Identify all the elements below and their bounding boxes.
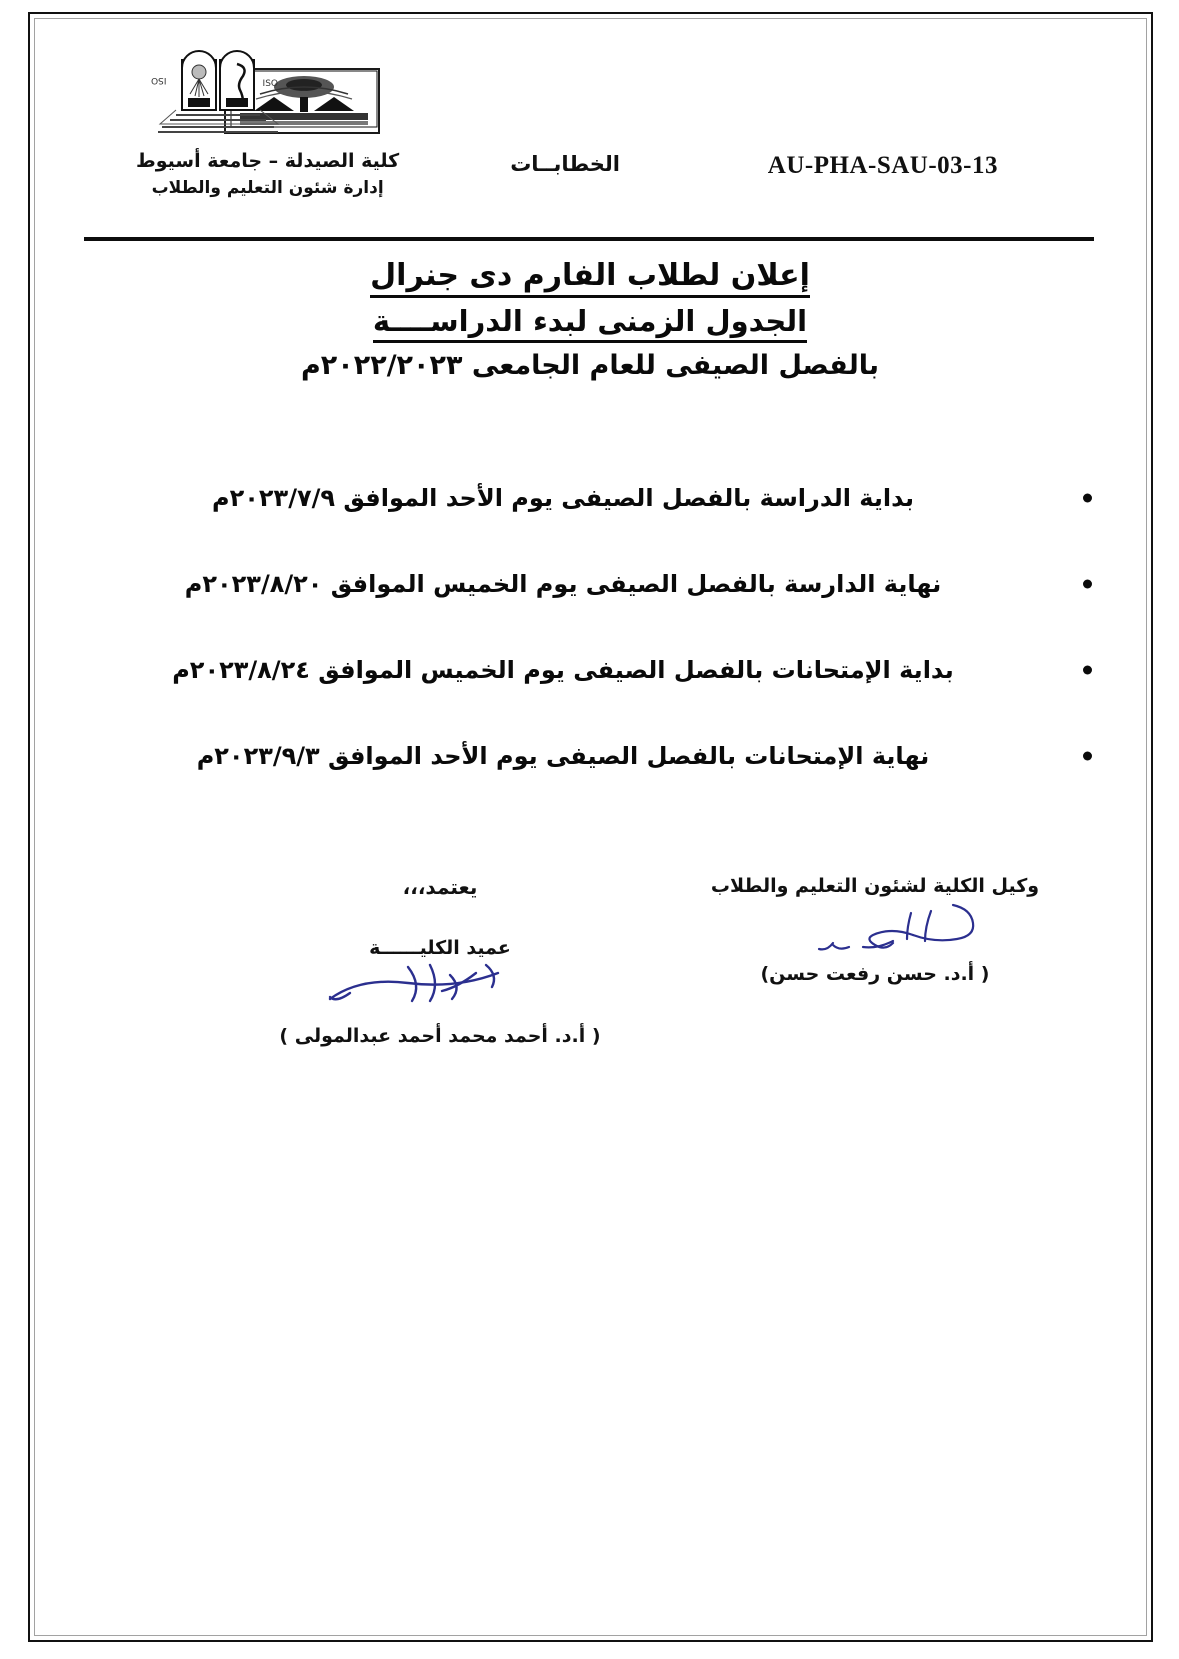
- title-line-1: [60, 252, 1120, 299]
- vice-dean-signature-mark: [710, 897, 1040, 963]
- faculty-identity-block: [136, 148, 399, 200]
- bullet-dot-icon: [1083, 580, 1092, 589]
- signature-block-vice-dean: [710, 875, 1040, 985]
- document-category-label: الخطابــات: [510, 152, 620, 176]
- svg-text:ISO: ISO: [151, 75, 167, 85]
- list-item: [60, 713, 1100, 799]
- schedule-list: [60, 455, 1100, 799]
- list-item: [60, 455, 1100, 541]
- title-line-3-text: بالفصل الصيفى للعام الجامعى ٢٠٢٢/٢٠٢٣م: [300, 350, 879, 382]
- department-name: إدارة شئون التعليم والطلاب: [151, 177, 384, 198]
- title-line-2: [60, 299, 1120, 345]
- announcement-title: [60, 252, 1120, 388]
- header-divider: [84, 237, 1094, 241]
- document-code: AU-PHA-SAU-03-13: [767, 152, 998, 179]
- document-header: [60, 40, 1120, 225]
- signature-area: [60, 875, 1100, 1055]
- title-line-1-text: إعلان لطلاب الفارم دى جنرال: [370, 258, 810, 298]
- vice-dean-name: ( أ.د. حسن رفعت حسن): [760, 963, 990, 985]
- bullet-dot-icon: [1083, 752, 1092, 761]
- faculty-name: كلية الصيدلة – جامعة أسيوط: [136, 150, 400, 172]
- faculty-seal-icon: [118, 46, 318, 142]
- dean-name: ( أ.د. أحمد محمد أحمد عبدالمولى ): [279, 1025, 601, 1047]
- title-line-3: [60, 345, 1120, 388]
- list-item: [60, 541, 1100, 627]
- list-item: [60, 627, 1100, 713]
- dean-role: عميد الكليــــــة: [369, 937, 511, 959]
- list-item-label: بداية الدراسة بالفصل الصيفى يوم الأحد الموافق ٢٠٢٣/٧/٩م: [212, 484, 914, 512]
- svg-text:ISO: ISO: [262, 79, 278, 89]
- title-line-2-text: الجدول الزمنى لبدء الدراســــة: [373, 304, 807, 343]
- bullet-dot-icon: [1083, 666, 1092, 675]
- signature-block-dean: [270, 875, 610, 1047]
- vice-dean-role: وكيل الكلية لشئون التعليم والطلاب: [710, 875, 1040, 897]
- approval-label: يعتمد،،،: [402, 875, 478, 899]
- list-item-label: بداية الإمتحانات بالفصل الصيفى يوم الخميس الموافق ٢٠٢٣/٨/٢٤م: [172, 656, 954, 684]
- list-item-label: نهاية الإمتحانات بالفصل الصيفى يوم الأحد الموافق ٢٠٢٣/٩/٣م: [196, 742, 930, 770]
- bullet-dot-icon: [1083, 494, 1092, 503]
- dean-signature-mark: [270, 959, 610, 1025]
- list-item-label: نهاية الدارسة بالفصل الصيفى يوم الخميس الموافق ٢٠٢٣/٨/٢٠م: [184, 570, 942, 598]
